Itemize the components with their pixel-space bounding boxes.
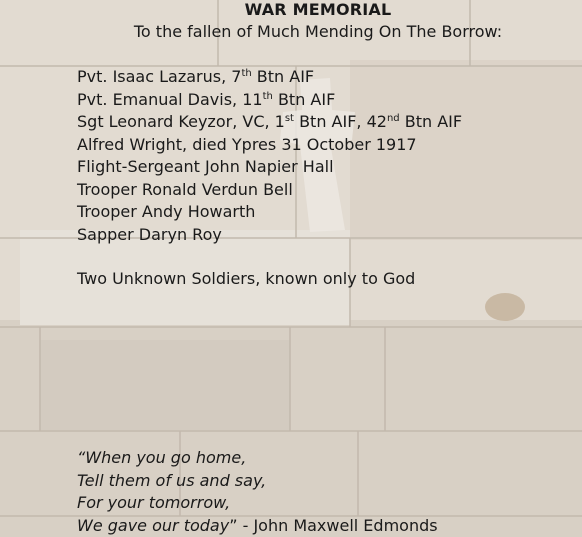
name-entry: Alfred Wright, died Ypres 31 October 1917 [77,134,417,154]
epitaph-quote [77,447,438,537]
epitaph-line-3: For your tomorrow, [77,493,231,512]
name-entry: Trooper Andy Howarth [77,202,256,221]
memorial-subtitle: To the fallen of Much Mending On The Borrow: [133,22,503,41]
unknown-soldiers-line: Two Unknown Soldiers, known only to God [77,269,416,288]
memorial-title: WAR MEMORIAL [244,0,392,19]
epitaph-line-2: Tell them of us and say, [77,470,267,490]
name-entry: Sapper Daryn Roy [77,224,222,244]
name-entry: Trooper Ronald Verdun Bell [77,179,293,199]
epitaph-attribution: ” - John Maxwell Edmonds [229,515,438,535]
name-entry: Sgt Leonard Keyzor, VC, 1st Btn AIF, 42nd Btn AIF [77,112,463,131]
epitaph-line-1: “When you go home, [77,448,247,467]
epitaph-line-4: We gave our today [77,515,230,535]
name-entry: Pvt. Emanual Davis, 11th Btn AIF [77,89,336,109]
name-entry: Flight-Sergeant John Napier Hall [77,157,334,176]
fallen-names-list [77,66,462,246]
name-entry: Pvt. Isaac Lazarus, 7th Btn AIF [77,67,315,86]
